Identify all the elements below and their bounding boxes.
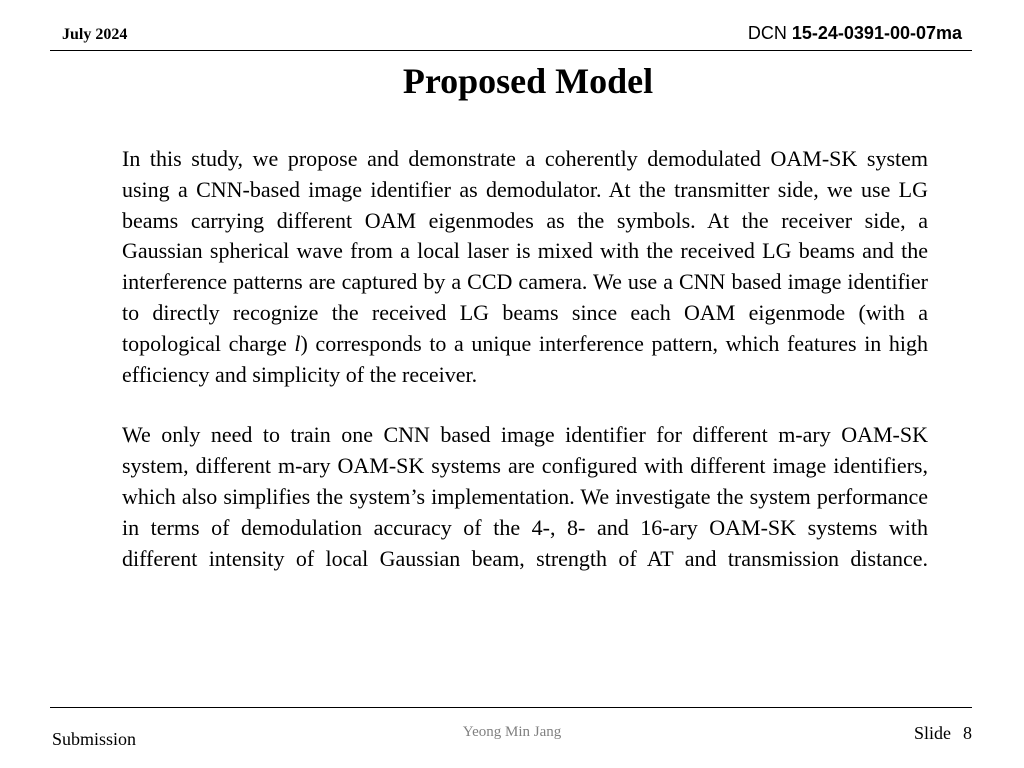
topological-charge-symbol: l (294, 330, 301, 356)
slide-label: Slide (913, 723, 951, 743)
dcn-prefix: DCN (747, 23, 787, 43)
header-divider (50, 50, 972, 51)
dcn-number: 15-24-0391-00-07ma (791, 23, 962, 43)
slide-body (122, 144, 928, 574)
paragraph-1 (122, 144, 928, 390)
header-date: July 2024 (62, 26, 128, 43)
paragraph-1-text: In this study, we propose and demonstrate a coherently demodulated OAM-SK system using a CNN-based image identifier as demodulator. At the transmitter side, we use LG beams carrying different OAM eigenmodes as the symbols. At the receiver side, a Gaussian spherical wave from a local laser is mixed with the received LG beams and the interference patterns are captured by a CCD camera. We use a CNN based image identifier to directly recognize the received LG beams since each OAM eigenmode (with a topological charge (122, 146, 928, 356)
slide-title: Proposed Model (402, 61, 654, 101)
footer-author: Yeong Min Jang (462, 724, 562, 740)
header-dcn (748, 23, 962, 44)
footer-submission: Submission (52, 729, 137, 749)
footer-slide-indicator (914, 723, 972, 744)
footer-divider (50, 707, 972, 708)
paragraph-1-text-end: ) corresponds to a unique interference pattern, which features in high efficiency and simplicity of the receiver. (122, 330, 929, 387)
paragraph-2: We only need to train one CNN based image identifier for different m-ary OAM-SK system, different m-ary OAM-SK systems are configured with different image identifiers, which also simplifies the system’s implementation. We investigate the system performance in terms of demodulation accuracy of the 4-, 8- and 16-ary OAM-SK systems with different intensity of local Gaussian beam, strength of AT and transmission distance. (122, 422, 928, 571)
slide-number: 8 (963, 723, 972, 743)
